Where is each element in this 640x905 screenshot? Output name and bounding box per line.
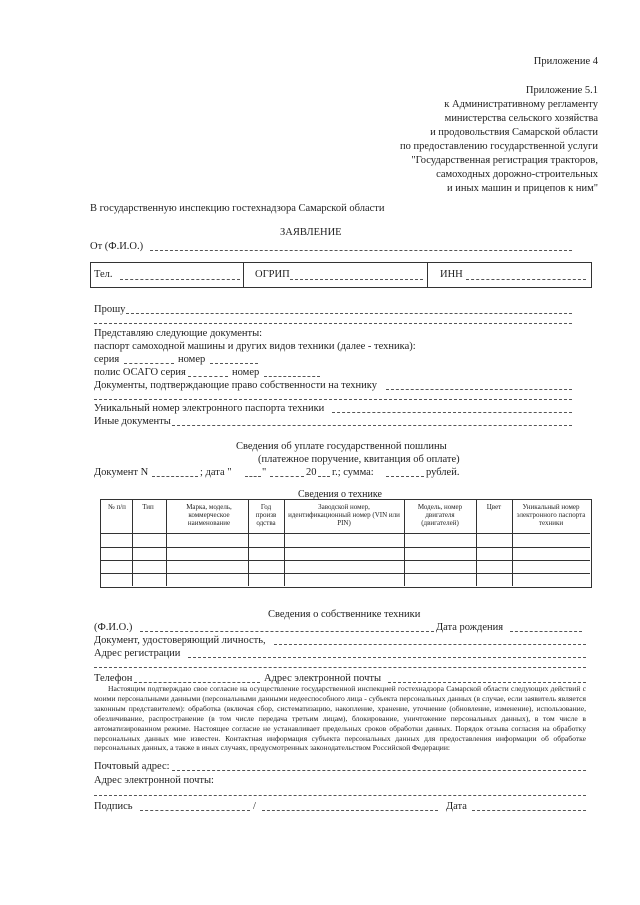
table-row-line <box>100 547 590 548</box>
tel-field[interactable] <box>120 279 240 280</box>
table-row-line <box>100 533 590 534</box>
fee-year-suffix: г.; сумма: <box>332 467 374 478</box>
email-label: Адрес электронной почты: <box>94 775 214 786</box>
fee-document-label: Документ N <box>94 467 149 478</box>
osago-number-label: номер <box>232 367 260 378</box>
epassport-label: Уникальный номер электронного паспорта техники <box>94 403 325 414</box>
signature-separator: / <box>253 801 256 812</box>
fee-date-label: ; дата " <box>200 467 232 478</box>
appendix-line: самоходных дорожно-строительных <box>436 169 598 180</box>
date-field[interactable] <box>472 810 586 811</box>
column-header: Цвет <box>486 503 502 511</box>
column-header: Год произв одства <box>255 503 277 527</box>
signature-name-field[interactable] <box>262 810 438 811</box>
documents-intro: Представляю следующие документы: <box>94 328 263 339</box>
owner-email-label: Адрес электронной почты <box>264 673 382 684</box>
inn-label: ИНН <box>440 269 463 280</box>
divider <box>427 262 428 287</box>
fee-date-quote: " <box>262 467 267 478</box>
postal-field[interactable] <box>172 770 586 771</box>
id-doc-label: Документ, удостоверяющий личность, <box>94 635 266 646</box>
column-header: № п/п <box>108 503 126 511</box>
table-row-line <box>100 573 590 574</box>
other-docs-field[interactable] <box>172 425 572 426</box>
reg-address-field[interactable] <box>188 657 586 658</box>
reg-address-label: Адрес регистрации <box>94 648 181 659</box>
fee-day-field[interactable] <box>245 476 261 477</box>
number-label: номер <box>178 354 206 365</box>
ogrip-field[interactable] <box>290 279 423 280</box>
appendix-line: и продовольствия Самарской области <box>430 127 598 138</box>
fee-heading: Сведения об уплате государственной пошлины <box>236 441 447 452</box>
signature-field[interactable] <box>140 810 250 811</box>
divider <box>243 262 244 287</box>
date-label: Дата <box>446 801 467 812</box>
phone-field[interactable] <box>134 682 260 683</box>
inn-field[interactable] <box>466 279 586 280</box>
request-field-line2[interactable] <box>94 323 572 324</box>
from-field[interactable] <box>150 250 572 251</box>
machinery-heading: Сведения о технике <box>298 489 382 500</box>
epassport-field[interactable] <box>332 412 572 413</box>
owner-email-field[interactable] <box>388 682 586 683</box>
series-field[interactable] <box>124 363 174 364</box>
column-header: Заводской номер, идентификационный номер (VIN или PIN) <box>288 503 400 527</box>
phone-label: Телефон <box>94 673 133 684</box>
number-field[interactable] <box>210 363 258 364</box>
fee-sum-field[interactable] <box>386 476 424 477</box>
birth-date-label: Дата рождения <box>436 622 504 633</box>
column-header: Марка, модель, коммерческое наименование <box>186 503 232 527</box>
osago-number-field[interactable] <box>264 376 320 377</box>
appendix-label: Приложение 4 <box>533 56 598 67</box>
reg-address-field-line2[interactable] <box>94 667 586 668</box>
form-title: ЗАЯВЛЕНИЕ <box>280 227 342 238</box>
ownership-field-line2[interactable] <box>94 399 572 400</box>
fee-currency: рублей. <box>426 467 460 478</box>
appendix-line: по предоставлению государственной услуги <box>400 141 598 152</box>
appendix-line: министерства сельского хозяйства <box>444 113 598 124</box>
addressee: В государственную инспекцию гостехнадзора Самарской области <box>90 203 385 214</box>
from-label: От (Ф.И.О.) <box>90 241 144 252</box>
contact-box <box>90 262 592 288</box>
postal-label: Почтовый адрес: <box>94 761 170 772</box>
id-doc-field[interactable] <box>274 644 586 645</box>
email-field[interactable] <box>94 795 586 796</box>
birth-date-field[interactable] <box>510 631 582 632</box>
tel-label: Тел. <box>94 269 113 280</box>
osago-series-label: полис ОСАГО серия <box>94 367 186 378</box>
fee-year-prefix: 20 <box>306 467 317 478</box>
ogrip-label: ОГРИП <box>255 269 290 280</box>
appendix-line: к Административному регламенту <box>444 99 598 110</box>
owner-fio-field[interactable] <box>140 631 434 632</box>
series-label: серия <box>94 354 120 365</box>
appendix-line: "Государственная регистрация тракторов, <box>411 155 598 166</box>
owner-heading: Сведения о собственнике техники <box>268 609 421 620</box>
request-field[interactable] <box>126 313 572 314</box>
table-row-line <box>100 560 590 561</box>
consent-text: Настоящим подтверждаю свое согласие на осуществление государственной инспекцией гостехнадзора Самарской области следующих действий с моими персональными данными (персональными данными недееспособного лица - субъекта персональных данных (в случае, если заявитель является законным представителем): обработка (включая сбор, систематизацию, накопление, хранение, уточнение (обновление, изменение), использование, обезличивание, распространение (в том числе передача третьим лицам), блокирование, уничтожение персональных данных), в том числе в автоматизированном режиме. Настоящее согласие не устанавливает предельных сроков обработки данных. Порядок отзыва согласия на обработку персональных данных мне известен. Контактная информация субъекта персональных данных для предоставления информации об обработке персональных данных, а также в иных случаях, предусмотренных законодательством Российской Федерации: <box>94 684 586 753</box>
ownership-field[interactable] <box>386 389 572 390</box>
fee-subheading: (платежное поручение, квитанция об оплате) <box>258 454 460 465</box>
fee-year-field[interactable] <box>318 476 330 477</box>
other-docs-label: Иные документы <box>94 416 171 427</box>
fee-document-field[interactable] <box>152 476 198 477</box>
signature-label: Подпись <box>94 801 133 812</box>
request-label: Прошу <box>94 304 126 315</box>
owner-fio-label: (Ф.И.О.) <box>94 622 133 633</box>
fee-month-field[interactable] <box>270 476 304 477</box>
appendix-line: и иных машин и прицепов к ним" <box>447 183 598 194</box>
appendix-line: Приложение 5.1 <box>525 85 598 96</box>
passport-label: паспорт самоходной машины и других видов техники (далее - техника): <box>94 341 416 352</box>
column-header: Уникальный номер электронного паспорта техники <box>516 503 586 527</box>
column-header: Тип <box>142 503 154 511</box>
ownership-label: Документы, подтверждающие право собственности на технику <box>94 380 377 391</box>
column-header: Модель, номер двигателя (двигателей) <box>417 503 463 527</box>
osago-series-field[interactable] <box>188 376 228 377</box>
